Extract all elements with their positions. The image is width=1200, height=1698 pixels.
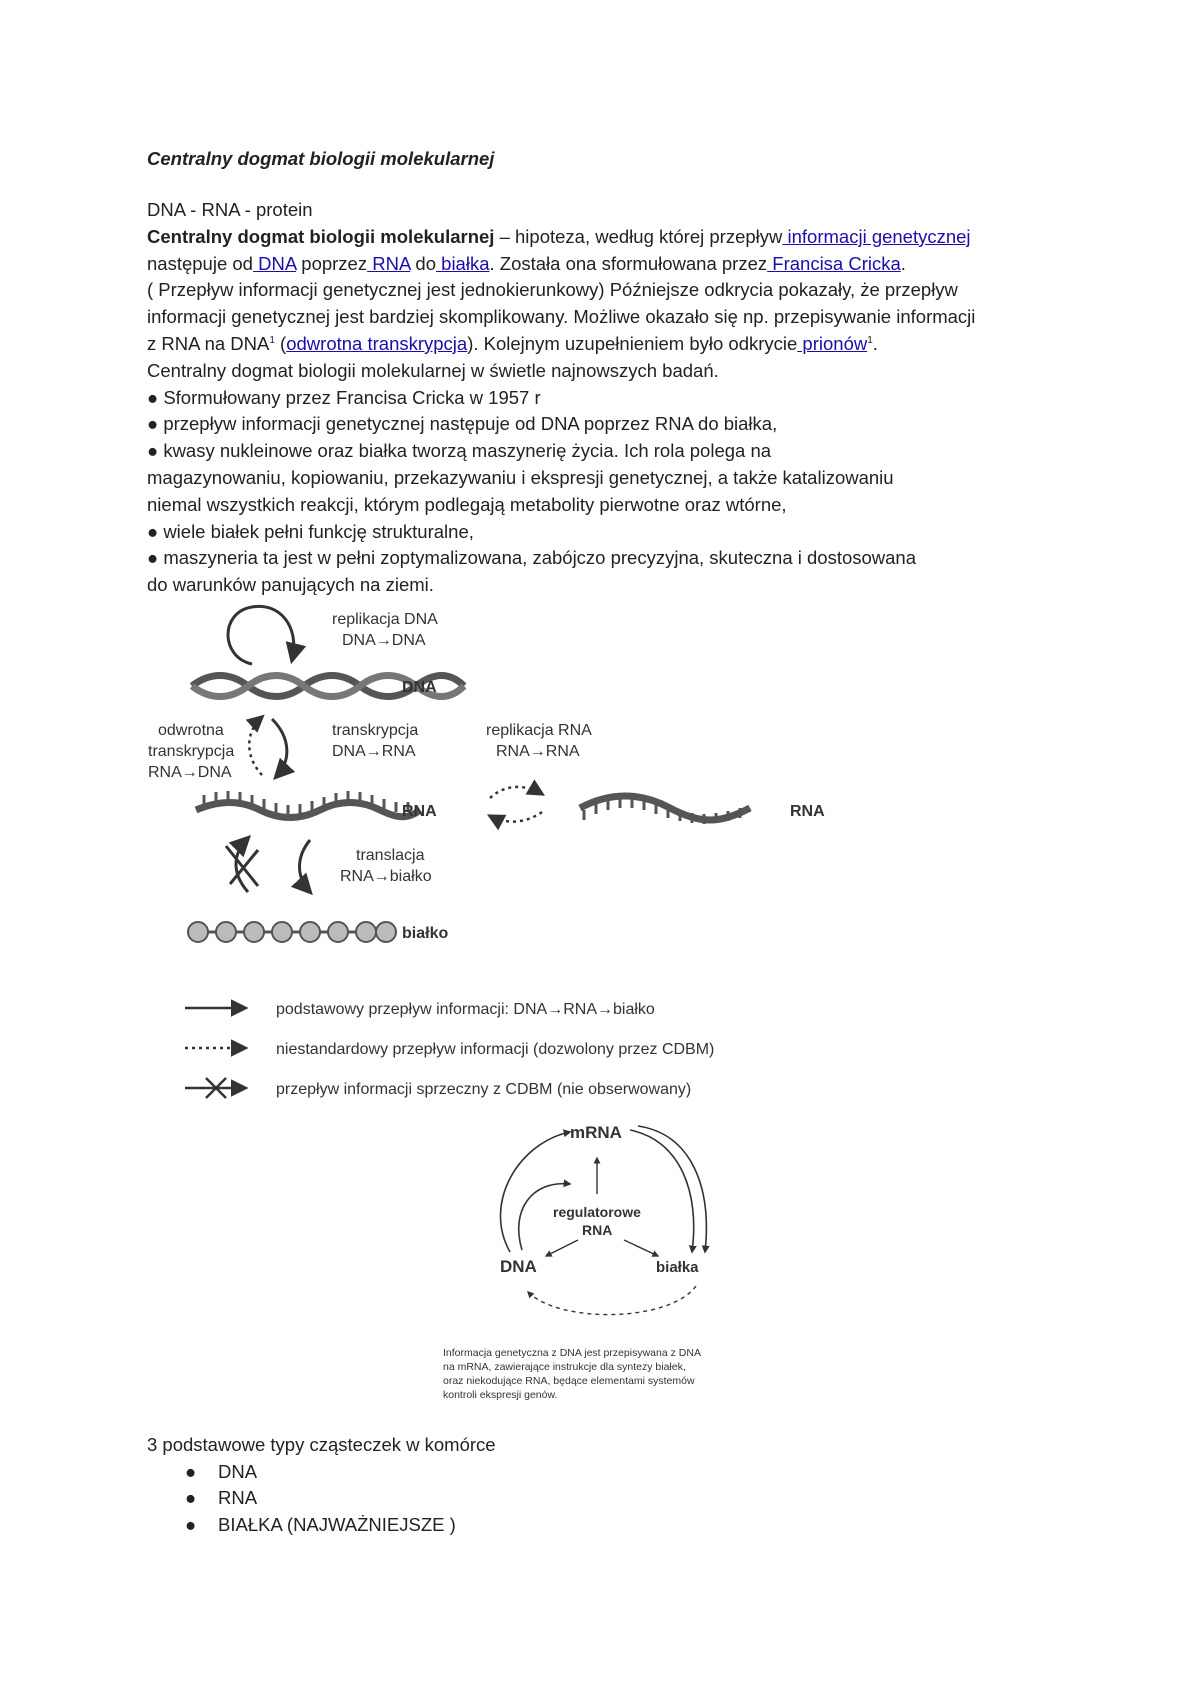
list-item <box>185 1459 496 1486</box>
paragraph-line: Centralny dogmat biologii molekularnej w świetle najnowszych badań. <box>147 359 719 381</box>
figure-caption-line: oraz niekodujące RNA, będące elementami systemów <box>443 1375 695 1387</box>
page-body <box>147 146 1077 599</box>
rna-replication-arrow-bottom <box>490 812 542 822</box>
rna-regulation-diagram <box>443 1123 706 1401</box>
translation-arrow <box>300 840 311 892</box>
label-rna: RNA <box>402 803 437 820</box>
label-dna-dna: DNA→DNA <box>342 632 426 649</box>
legend-crossed-arrow-icon <box>185 1078 245 1098</box>
link-rna[interactable]: RNA <box>367 252 411 274</box>
bullet-line: ● wiele białek pełni funkcję strukturalne, <box>147 520 474 542</box>
label-rna-rna: RNA→RNA <box>496 743 580 760</box>
definition-text: następuje od <box>147 252 253 274</box>
paragraph-line <box>147 331 1077 358</box>
definition-text: . <box>900 252 906 274</box>
label-transkrypcja-2: transkrypcja <box>332 722 419 739</box>
legend-forbidden-flow: przepływ informacji sprzeczny z CDBM (nie obserwowany) <box>276 1081 692 1098</box>
label-dna-2: DNA <box>500 1257 537 1276</box>
rna-strand-icon <box>196 791 420 818</box>
molecule-list <box>147 1459 496 1539</box>
paragraph-line: ( Przepływ informacji genetycznej jest jednokierunkowy) Późniejsze odkrycia pokazały, że przepływ <box>147 279 958 301</box>
label-bialka: białka <box>656 1259 699 1276</box>
label-transkrypcja: transkrypcja <box>148 743 235 760</box>
bullet-line: ● przepływ informacji genetycznej następuje od DNA poprzez RNA do białka, <box>147 413 778 435</box>
footnote-ref[interactable]: 1 <box>269 334 275 346</box>
label-regulatorowe-rna: RNA <box>582 1222 613 1238</box>
list-item-text: BIAŁKA (NAJWAŻNIEJSZE ) <box>218 1513 456 1535</box>
rna-strand-2-icon <box>580 796 750 824</box>
link-informacji-genetycznej[interactable]: informacji genetycznej <box>782 225 971 247</box>
definition-text: poprzez <box>296 252 368 274</box>
bullet-icon: ● <box>185 1460 197 1482</box>
label-translacja: translacja <box>356 847 425 864</box>
figure-caption-line: Informacja genetyczna z DNA jest przepisywana z DNA <box>443 1347 701 1359</box>
forbidden-reverse-translation-icon <box>226 838 258 892</box>
label-replikacja-dna: replikacja DNA <box>332 611 438 628</box>
subtitle: DNA - RNA - protein <box>147 199 313 220</box>
molecule-types-section <box>147 1432 496 1538</box>
link-bialka[interactable]: białka <box>436 252 490 274</box>
central-dogma-figure <box>148 602 1000 1412</box>
list-item-text: RNA <box>218 1487 258 1508</box>
label-dna: DNA <box>402 679 437 696</box>
label-dna-rna: DNA→RNA <box>332 743 416 760</box>
label-rna-2: RNA <box>790 803 825 820</box>
page-title: Centralny dogmat biologii molekularnej <box>147 148 495 169</box>
bullet-line: ● maszyneria ta jest w pełni zoptymalizowana, zabójczo precyzyjna, skuteczna i dostosowana <box>147 547 917 569</box>
legend-basic-flow: podstawowy przepływ informacji: DNA→RNA→białko <box>276 1001 655 1018</box>
bullet-line: ● kwasy nukleinowe oraz białka tworzą maszynerię życia. Ich rola polega na <box>147 440 772 462</box>
bullet-line: do warunków panujących na ziemi. <box>147 574 434 596</box>
bullet-icon: ● <box>185 1513 197 1535</box>
label-replikacja-rna: replikacja RNA <box>486 722 592 739</box>
link-prionow[interactable]: prionów <box>797 332 868 354</box>
label-mrna: mRNA <box>570 1123 622 1142</box>
transcription-arrow <box>272 719 287 777</box>
link-dna[interactable]: DNA <box>252 252 297 274</box>
paragraph-text: . <box>872 332 878 354</box>
link-francisa-cricka[interactable]: Francisa Cricka <box>767 252 901 274</box>
definition-term: Centralny dogmat biologii molekularnej <box>147 225 495 247</box>
paragraph-text: ). Kolejnym uzupełnieniem było odkrycie <box>467 332 798 354</box>
rna-replication-arrow-top <box>490 787 542 798</box>
list-item-text: DNA <box>218 1460 258 1482</box>
paragraph-text: z RNA na DNA <box>147 332 270 354</box>
figure-caption-line: na mRNA, zawierające instrukcje dla syntezy białek, <box>443 1361 686 1373</box>
label-rna-bialko: RNA→białko <box>340 868 432 885</box>
bullet-line: ● Sformułowany przez Francisa Cricka w 1957 r <box>147 386 541 408</box>
label-odwrotna: odwrotna <box>158 722 224 739</box>
footnote-ref[interactable]: 1 <box>867 334 873 346</box>
definition-text: . Została ona sformułowana przez <box>489 252 768 274</box>
definition-text: do <box>410 252 437 274</box>
bullet-line: magazynowaniu, kopiowaniu, przekazywaniu i ekspresji genetycznej, a także katalizowaniu <box>147 466 894 488</box>
figure-caption-line: kontroli ekspresji genów. <box>443 1389 558 1401</box>
paragraph-text: ( <box>274 332 287 354</box>
list-item <box>185 1485 496 1512</box>
definition-line-1 <box>147 224 1077 251</box>
protein-chain-icon <box>188 922 396 942</box>
legend-nonstandard-flow: niestandardowy przepływ informacji (dozwolony przez CDBM) <box>276 1041 715 1058</box>
bullet-icon: ● <box>185 1487 197 1508</box>
reverse-transcription-arrow <box>249 717 262 775</box>
label-regulatorowe: regulatorowe <box>553 1204 641 1220</box>
list-item <box>185 1512 496 1539</box>
definition-line-2 <box>147 251 1077 278</box>
link-odwrotna-transkrypcja[interactable]: odwrotna transkrypcja <box>286 332 468 354</box>
definition-text: – hipoteza, według której przepływ <box>494 225 783 247</box>
legend <box>185 1001 714 1098</box>
dna-replication-arrow <box>228 606 294 664</box>
section-heading: 3 podstawowe typy cząsteczek w komórce <box>147 1434 496 1455</box>
paragraph-line: informacji genetycznej jest bardziej skomplikowany. Możliwe okazało się np. przepisywanie informacji <box>147 306 976 328</box>
label-bialko: białko <box>402 925 449 942</box>
bullet-line: niemal wszystkich reakcji, którym podlegają metabolity pierwotne oraz wtórne, <box>147 493 787 515</box>
label-rna-dna: RNA→DNA <box>148 764 232 781</box>
